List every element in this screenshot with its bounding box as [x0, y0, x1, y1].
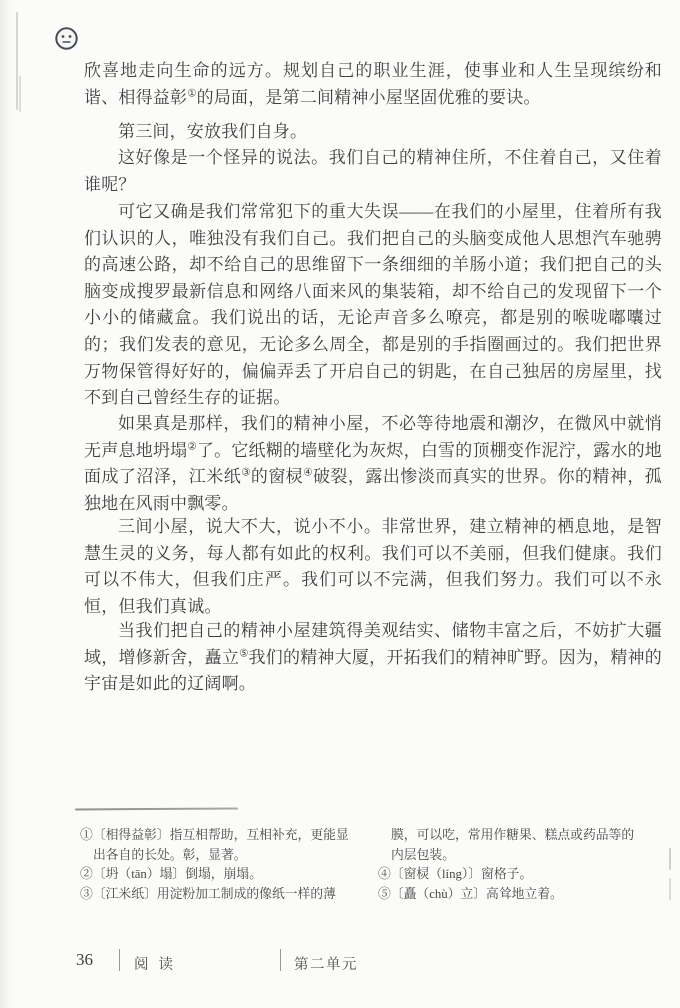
footer-divider-bar [119, 949, 120, 971]
footnote-column-right [378, 826, 644, 904]
footnote-divider [75, 808, 238, 811]
footnote-continuation: 膜，可以吃，常用作糖果、糕点或药品等的内层包装。 [391, 828, 635, 862]
footer-divider-bar [280, 949, 281, 971]
body-paragraph: 当我们把自己的精神小屋建筑得美观结实、储物丰富之后，不妨扩大疆域，增修新舍，矗立⑤我们的精神大厦，开拓我们的精神旷野。因为，精神的宇宙是如此的辽阔啊。 [84, 621, 662, 694]
page-number: 36 [76, 950, 93, 969]
body-paragraph: 三间小屋，说大不大，说小不小。非常世界，建立精神的栖息地，是智慧生灵的义务，每人都有如此的权利。我们可以不美丽，但我们健康。我们可以不伟大，但我们庄严。我们可以不完满，但我们努力。我们可以不永恒，但我们真诚。 [84, 517, 662, 616]
body-paragraph: 可它又确是我们常常犯下的重大失误——在我们的小屋里，住着所有我们认识的人，唯独没有我们自己。我们把自己的头脑变成他人思想汽车驰骋的高速公路，却不给自己的思维留下一条细细的羊肠小道；我们把自己的头脑变成搜罗最新信息和网络八面来风的集装箱，却不给自己的发现留下一个小小的储藏盒。我们说出的话，无论声音多么嘹亮，都是别的喉咙嘟囔过的；我们发表的意见，无论多么周全，都是别的手指圈画过的。我们把世界万物保管得好好的，偏偏弄丢了开启自己的钥匙，在自己独居的房屋里，找不到自己曾经生存的证据。 [84, 202, 662, 408]
page-footer [0, 948, 680, 978]
footnote-column-left [80, 826, 352, 904]
page-edge-mark [669, 848, 671, 870]
neutral-face-icon [54, 26, 79, 51]
body-paragraph: 第三间，安放我们自身。 [118, 122, 308, 141]
footer-section-label: 阅读 [134, 957, 183, 973]
footnote: ⑤〔矗（chù）立〕高耸地立着。 [378, 886, 563, 901]
page-edge-shadow [0, 0, 13, 1008]
page-edge-line [19, 76, 21, 112]
body-paragraph: 这好像是一个怪异的说法。我们自己的精神住所，不住着自己，又住着谁呢？ [84, 148, 662, 194]
footnote: ①〔相得益彰〕指互相帮助，互相补充，更能显出各自的长处。彰，显著。 [80, 828, 349, 862]
footnote: ③〔江米纸〕用淀粉加工制成的像纸一样的薄 [80, 886, 336, 901]
page-edge-line [16, 12, 18, 110]
page-edge-mark [669, 878, 671, 900]
body-paragraph: 欣喜地走向生命的远方。规划自己的职业生涯，使事业和人生呈现缤纷和谐、相得益彰①的局面，是第二间精神小屋坚固优雅的要诀。 [84, 61, 662, 107]
body-paragraph: 如果真是那样，我们的精神小屋，不必等待地震和潮汐，在微风中就悄无声息地坍塌②了。它纸糊的墙壁化为灰烬，白雪的顶棚变作泥泞，露水的地面成了沼泽，江米纸③的窗棂④破裂，露出惨淡而真实的世界。你的精神，孤独地在风雨中飘零。 [84, 414, 663, 513]
footnote: ④〔窗棂（líng）〕窗格子。 [378, 867, 533, 882]
footnote: ②〔坍（tān）塌〕倒塌，崩塌。 [80, 867, 262, 882]
footer-unit-label: 第二单元 [294, 957, 358, 973]
